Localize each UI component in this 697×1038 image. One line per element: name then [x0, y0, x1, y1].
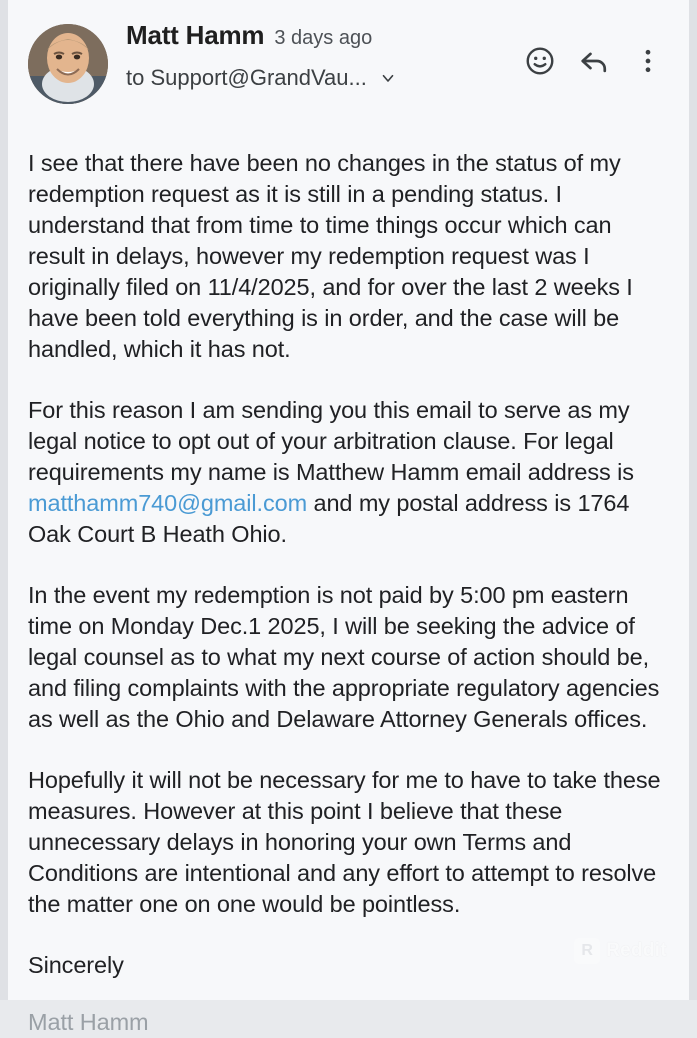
- sender-details: [108, 20, 513, 91]
- message-header: [8, 0, 689, 130]
- body-paragraph-2-tail: and my postal address is 1764 Oak Court B Heath Ohio.: [28, 490, 630, 548]
- body-paragraph-4: Hopefully it will not be necessary for me to have to take these measures. However at this point I believe that these unnecessary delays in honoring your own Terms and Conditions are intentional and any effort to attempt to resolve the matter one on one would be pointless.: [28, 767, 661, 918]
- recipient-label: to Support@GrandVau...: [126, 65, 367, 90]
- message-sheet: [8, 0, 689, 1036]
- avatar[interactable]: [28, 24, 108, 104]
- signature-line: Matt Hamm: [28, 1009, 149, 1036]
- message-body: [8, 130, 689, 1038]
- chevron-down-icon[interactable]: [379, 69, 397, 87]
- body-paragraph-3: In the event my redemption is not paid by 5:00 pm eastern time on Monday Dec.1 2025, I will be seeking the advice of legal counsel as to what my next course of action should be, and filing complaints with the appropriate regulatory agencies as well as the Ohio and Delaware Attorney Generals offices.: [28, 582, 660, 733]
- left-edge-gutter: [0, 0, 8, 1000]
- body-paragraph-2: [28, 395, 671, 550]
- recipient-row[interactable]: [126, 65, 513, 91]
- sender-name[interactable]: Matt Hamm: [126, 20, 265, 50]
- message-timestamp: 3 days ago: [274, 27, 373, 49]
- header-actions: [513, 34, 675, 88]
- watermark-label: Reddit: [606, 940, 667, 961]
- right-edge-gutter: [689, 0, 697, 1000]
- emoji-reaction-icon[interactable]: [513, 34, 567, 88]
- body-paragraph-2-lead: For this reason I am sending you this email to serve as my legal notice to opt out of your arbitration clause. For legal requirements my name is Matthew Hamm email address is: [28, 397, 634, 486]
- email-address-link[interactable]: matthamm740@gmail.com: [28, 490, 308, 517]
- body-paragraph-1: I see that there have been no changes in the status of my redemption request as it is still in a pending status. I understand that from time to time things occur which can result in delays, however my redemption request was I originally filed on 11/4/2025, and for over the last 2 weeks I have been told everything is in order, and the case will be handled, which it has not.: [28, 150, 633, 363]
- more-options-icon[interactable]: [621, 34, 675, 88]
- reddit-badge-icon: R: [574, 938, 600, 964]
- closing-line: Sincerely: [28, 952, 124, 979]
- sender-line: [126, 20, 513, 51]
- reply-icon[interactable]: [567, 34, 621, 88]
